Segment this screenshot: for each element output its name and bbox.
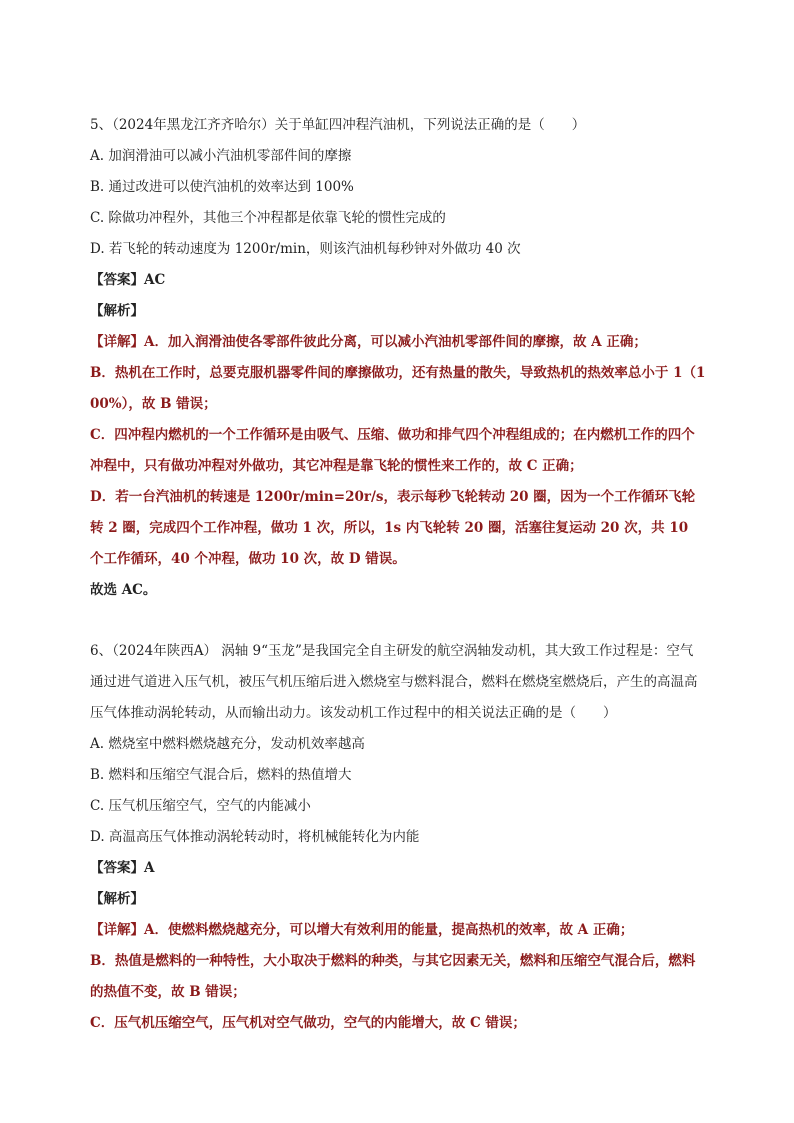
q6-option-a: A. 燃烧室中燃料燃烧越充分，发动机效率越高 — [90, 736, 365, 752]
q6-detail-b: B．热值是燃料的一种特性，大小取决于燃料的种类，与其它因素无关，燃料和压缩空气混合后，燃料的热值不变，故 B 错误； — [90, 953, 696, 1000]
q5-detail-a: 【详解】A．加入润滑油使各零部件彼此分离，可以减小汽油机零部件间的摩擦，故 A 正确； — [90, 334, 647, 350]
q5-conclusion: 故选 AC。 — [90, 582, 157, 598]
q5-option-a: A. 加润滑油可以减小汽油机零部件间的摩擦 — [90, 148, 352, 164]
q5-stem: 5、（2024年黑龙江齐齐哈尔）关于单缸四冲程汽油机，下列说法正确的是（ ） — [90, 117, 586, 133]
q5-detail-b: B．热机在工作时，总要克服机器零件间的摩擦做功，还有热量的散失，导致热机的热效率总小于 1（100%），故 B 错误； — [90, 365, 706, 412]
q6-option-d: D. 高温高压气体推动涡轮转动时，将机械能转化为内能 — [90, 829, 420, 845]
q5-option-d: D. 若飞轮的转动速度为 1200r/min，则该汽油机每秒钟对外做功 40 次 — [90, 241, 521, 257]
q6-answer: 【答案】A — [90, 860, 155, 876]
q6-detail-c: C．压气机压缩空气，压气机对空气做功，空气的内能增大，故 C 错误； — [90, 1015, 526, 1031]
q6-option-b: B. 燃料和压缩空气混合后，燃料的热值增大 — [90, 767, 352, 783]
q5-option-b: B. 通过改进可以使汽油机的效率达到 100% — [90, 179, 354, 195]
q5-detail-d: D．若一台汽油机的转速是 1200r/min=20r/s，表示每秒飞轮转动 20 圈，因为一个工作循环飞轮转 2 圈，完成四个工作冲程，做功 1 次，所以，1s 内飞轮转 20 圈，活塞往复运动 20 次，共 10 个工作循环，40 个冲程，做功 10 次，故 D 错误。 — [90, 489, 696, 567]
q5-answer: 【答案】AC — [90, 272, 166, 288]
document-page — [90, 110, 706, 1039]
question-spacer — [90, 606, 706, 636]
q5-option-c: C. 除做功冲程外，其他三个冲程都是依靠飞轮的惯性完成的 — [90, 210, 446, 226]
q6-stem: 6、（2024年陕西A） 涡轴 9“玉龙”是我国完全自主研发的航空涡轴发动机，其大致工作过程是：空气通过进气道进入压气机，被压气机压缩后进入燃烧室与燃料混合，燃料在燃烧室燃烧后，产生的高温高压气体推动涡轮转动，从而输出动力。该发动机工作过程中的相关说法正确的是（ ） — [90, 643, 698, 721]
q6-analysis-label: 【解析】 — [90, 891, 144, 907]
q5-detail-c: C．四冲程内燃机的一个工作循环是由吸气、压缩、做功和排气四个冲程组成的；在内燃机工作的四个冲程中，只有做功冲程对外做功，其它冲程是靠飞轮的惯性来工作的，故 C 正确； — [90, 427, 695, 474]
q5-analysis-label: 【解析】 — [90, 303, 144, 319]
q6-detail-a: 【详解】A．使燃料燃烧越充分，可以增大有效利用的能量，提高热机的效率，故 A 正确； — [90, 922, 634, 938]
q6-option-c: C. 压气机压缩空气，空气的内能减小 — [90, 798, 311, 814]
